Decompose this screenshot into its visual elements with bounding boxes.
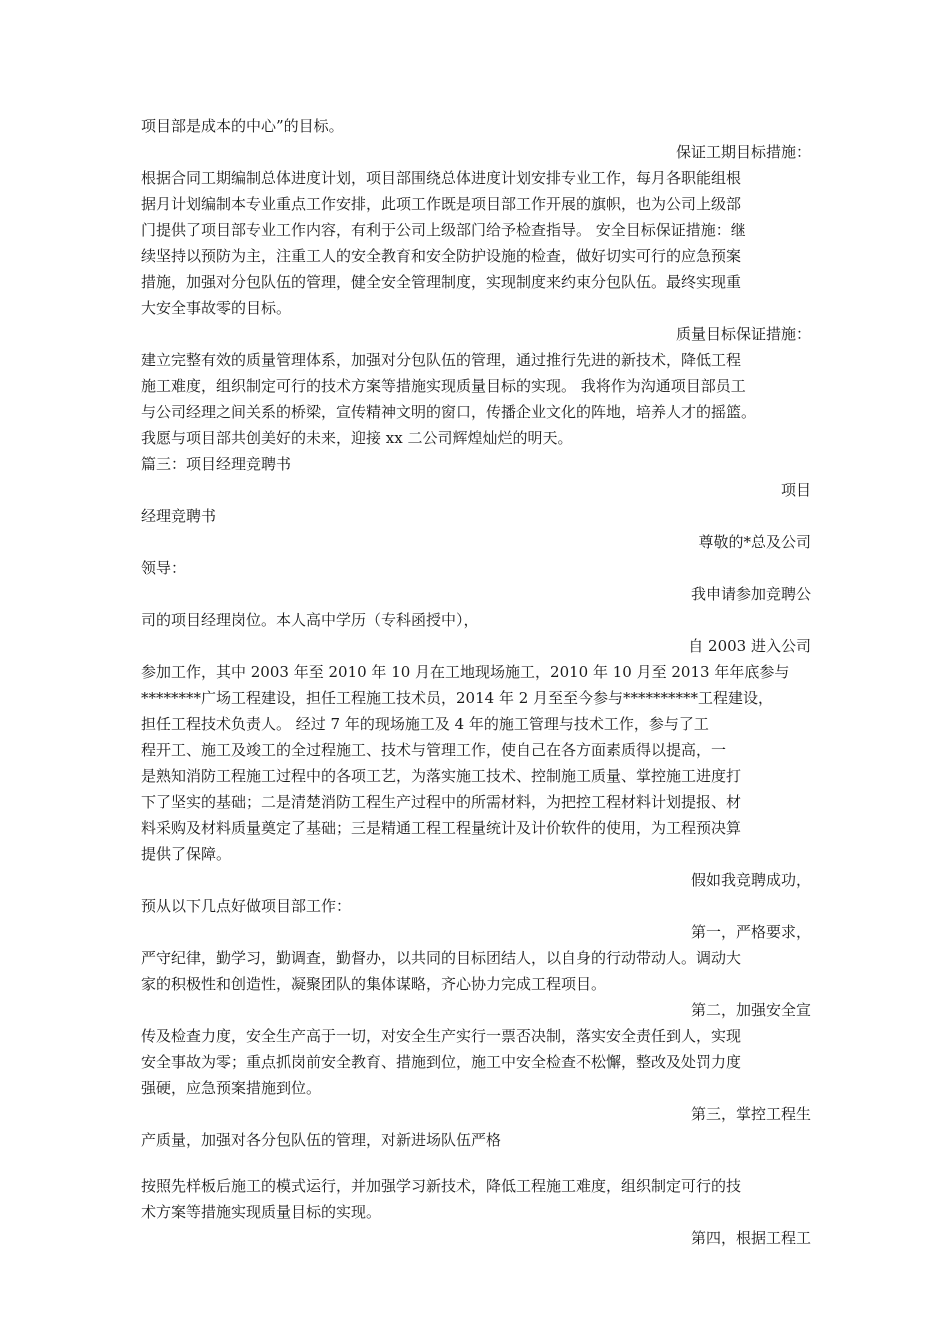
text-line: 续坚持以预防为主，注重工人的安全教育和安全防护设施的检查，做好切实可行的应急预案 bbox=[141, 247, 742, 265]
text-line: 质量目标保证措施： bbox=[675, 325, 811, 343]
text-line: 预从以下几点好做项目部工作： bbox=[141, 897, 352, 915]
text-line: 门提供了项目部专业工作内容，有利于公司上级部门给予检查指导。 安全目标保证措施：继 bbox=[141, 221, 746, 239]
text-line: 料采购及材料质量奠定了基础；三是精通工程工程量统计及计价软件的使用，为工程预决算 bbox=[141, 819, 742, 837]
text-line: 据月计划编制本专业重点工作安排，此项工作既是项目部工作开展的旗帜，也为公司上级部 bbox=[141, 195, 742, 213]
text-line: 是熟知消防工程施工过程中的各项工艺，为落实施工技术、控制施工质量、掌控施工进度打 bbox=[141, 767, 742, 785]
text-line: 措施，加强对分包队伍的管理，健全安全管理制度，实现制度来约束分包队伍。最终实现重 bbox=[141, 273, 742, 291]
text-line: 领导： bbox=[141, 559, 187, 577]
text-line: 产质量，加强对各分包队伍的管理，对新进场队伍严格 bbox=[141, 1131, 502, 1149]
text-line: 根据合同工期编制总体进度计划，项目部围绕总体进度计划安排专业工作，每月各职能组根 bbox=[141, 169, 742, 187]
text-line: 程开工、施工及竣工的全过程施工、技术与管理工作，使自己在各方面素质得以提高，一 bbox=[141, 741, 727, 759]
text-line: 术方案等措施实现质量目标的实现。 bbox=[141, 1203, 382, 1221]
text-line: 提供了保障。 bbox=[141, 845, 232, 863]
text-line: 与公司经理之间关系的桥梁，宣传精神文明的窗口，传播企业文化的阵地，培养人才的摇篮。 bbox=[141, 403, 757, 421]
text-line: 传及检查力度，安全生产高于一切，对安全生产实行一票否决制，落实安全责任到人，实现 bbox=[141, 1027, 742, 1045]
text-line: 我申请参加竞聘公 bbox=[690, 585, 811, 603]
document-body bbox=[141, 113, 811, 1251]
text-line: 自 2003 进入公司 bbox=[688, 637, 811, 655]
text-line: 第一，严格要求， bbox=[690, 923, 811, 941]
text-line: 安全事故为零；重点抓岗前安全教育、措施到位，施工中安全检查不松懈，整改及处罚力度 bbox=[141, 1053, 742, 1071]
text-line: 尊敬的*总及公司 bbox=[698, 533, 811, 551]
text-line: 建立完整有效的质量管理体系，加强对分包队伍的管理，通过推行先进的新技术，降低工程 bbox=[141, 351, 742, 369]
text-line: 担任工程技术负责人。 经过 7 年的现场施工及 4 年的施工管理与技术工作，参与了工 bbox=[141, 715, 709, 733]
text-line: 假如我竞聘成功， bbox=[690, 871, 811, 889]
text-line: 强硬，应急预案措施到位。 bbox=[141, 1079, 322, 1097]
text-line: 按照先样板后施工的模式运行，并加强学习新技术，降低工程施工难度，组织制定可行的技 bbox=[141, 1177, 742, 1195]
text-line: 家的积极性和创造性，凝聚团队的集体谋略，齐心协力完成工程项目。 bbox=[141, 975, 607, 993]
paragraph-gap bbox=[141, 1153, 811, 1173]
text-line: 大安全事故零的目标。 bbox=[141, 299, 292, 317]
text-line: 严守纪律，勤学习，勤调查，勤督办，以共同的目标团结人，以自身的行动带动人。调动大 bbox=[141, 949, 742, 967]
text-line: 参加工作，其中 2003 年至 2010 年 10 月在工地现场施工，2010 年 10 月至 2013 年年底参与 bbox=[141, 663, 790, 681]
text-line: 第四，根据工程工 bbox=[690, 1229, 811, 1247]
text-line: 保证工期目标措施： bbox=[675, 143, 811, 161]
text-line: 项目部是成本的中心”的目标。 bbox=[141, 117, 344, 135]
text-line: 司的项目经理岗位。本人高中学历（专科函授中）， bbox=[141, 611, 479, 629]
text-line: 第三，掌控工程生 bbox=[690, 1105, 811, 1123]
text-line: 下了坚实的基础；二是清楚消防工程生产过程中的所需材料，为把控工程材料计划提报、材 bbox=[141, 793, 742, 811]
text-line: 施工难度，组织制定可行的技术方案等措施实现质量目标的实现。 我将作为沟通项目部员工 bbox=[141, 377, 746, 395]
text-line: 第二，加强安全宣 bbox=[690, 1001, 811, 1019]
text-line: 经理竞聘书 bbox=[141, 507, 217, 525]
text-line: ********广场工程建设，担任工程施工技术员，2014 年 2 月至至今参与**********工程建设， bbox=[141, 689, 774, 707]
text-line: 项目 bbox=[780, 481, 811, 499]
text-line: 篇三：项目经理竞聘书 bbox=[141, 455, 292, 473]
text-line: 我愿与项目部共创美好的未来，迎接 xx 二公司辉煌灿烂的明天。 bbox=[141, 429, 573, 447]
